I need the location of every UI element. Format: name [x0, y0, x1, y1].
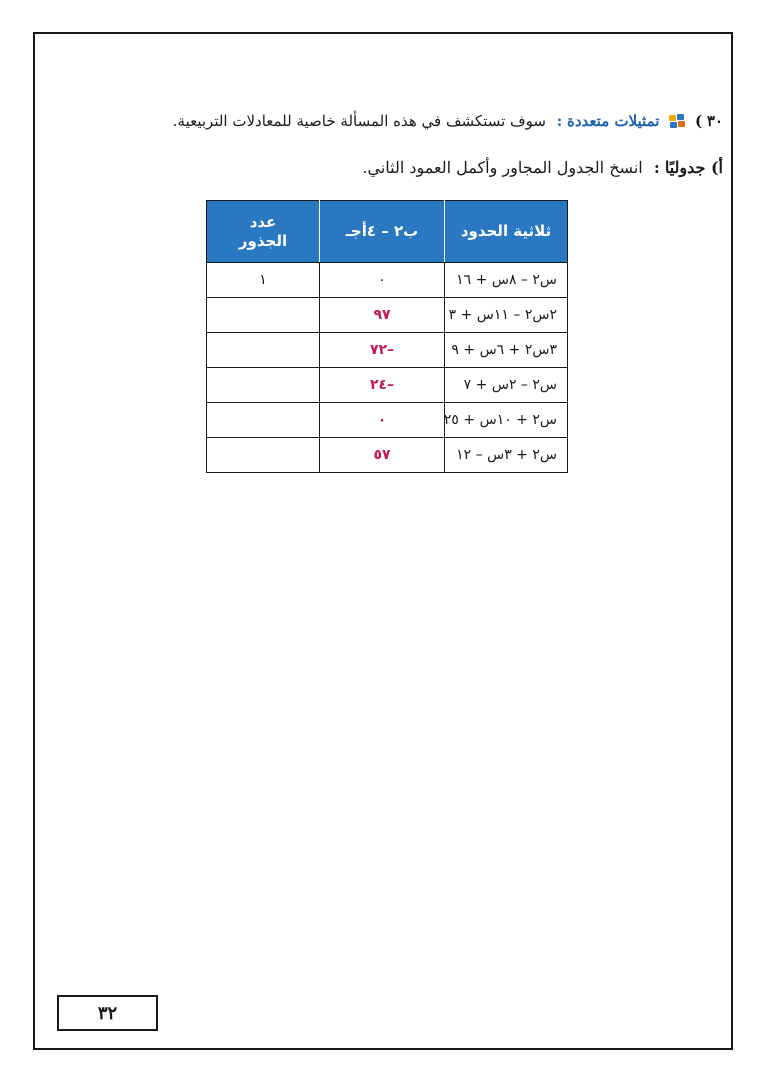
part-a [362, 158, 723, 177]
question-number: ٣٠ [706, 112, 723, 130]
table-row [207, 438, 568, 473]
page-number: ٣٢ [57, 995, 158, 1031]
question-paren: ) [694, 112, 703, 130]
roots-cell [207, 403, 320, 438]
header-roots [207, 201, 320, 263]
trinomial-cell: ٢س٢ – ١١س + ٣ [445, 298, 568, 333]
discriminant-cell: ٠ [320, 263, 445, 298]
header-trinomial: ثلاثية الحدود [445, 201, 568, 263]
question-topic: تمثيلات متعددة [567, 112, 660, 130]
discriminant-cell: –٧٢ [320, 333, 445, 368]
trinomial-table-wrapper [206, 200, 567, 473]
question-30 [173, 112, 723, 130]
roots-cell [207, 368, 320, 403]
table-row [207, 403, 568, 438]
question-text: سوف تستكشف في هذه المسألة خاصية للمعادلات التربيعية. [172, 112, 546, 130]
roots-cell [207, 333, 320, 368]
puzzle-icon [668, 113, 686, 129]
table-row [207, 263, 568, 298]
roots-cell [207, 438, 320, 473]
table-row [207, 368, 568, 403]
trinomial-cell: س٢ + ١٠س + ٢٥ [445, 403, 568, 438]
table-header-row [207, 201, 568, 263]
part-a-label: أ) جدوليًا [664, 158, 723, 177]
discriminant-cell: ٠ [320, 403, 445, 438]
discriminant-cell: –٢٤ [320, 368, 445, 403]
header-discriminant: ب٢ – ٤أجـ [320, 201, 445, 263]
trinomial-cell: ٣س٢ + ٦س + ٩ [445, 333, 568, 368]
roots-cell [207, 298, 320, 333]
table-row [207, 333, 568, 368]
trinomial-cell: س٢ – ٨س + ١٦ [445, 263, 568, 298]
discriminant-cell: ٥٧ [320, 438, 445, 473]
page-frame [33, 32, 733, 1050]
table-row [207, 298, 568, 333]
part-a-text: انسخ الجدول المجاور وأكمل العمود الثاني. [362, 158, 643, 177]
trinomial-cell: س٢ – ٢س + ٧ [445, 368, 568, 403]
roots-cell: ١ [207, 263, 320, 298]
discriminant-cell: ٩٧ [320, 298, 445, 333]
header-roots-line2: الجذور [238, 231, 288, 250]
header-roots-line1: عدد [249, 212, 277, 231]
trinomial-cell: س٢ + ٣س – ١٢ [445, 438, 568, 473]
question-topic-colon: : [556, 112, 563, 130]
trinomial-table [206, 200, 568, 473]
part-a-colon: : [653, 158, 660, 177]
